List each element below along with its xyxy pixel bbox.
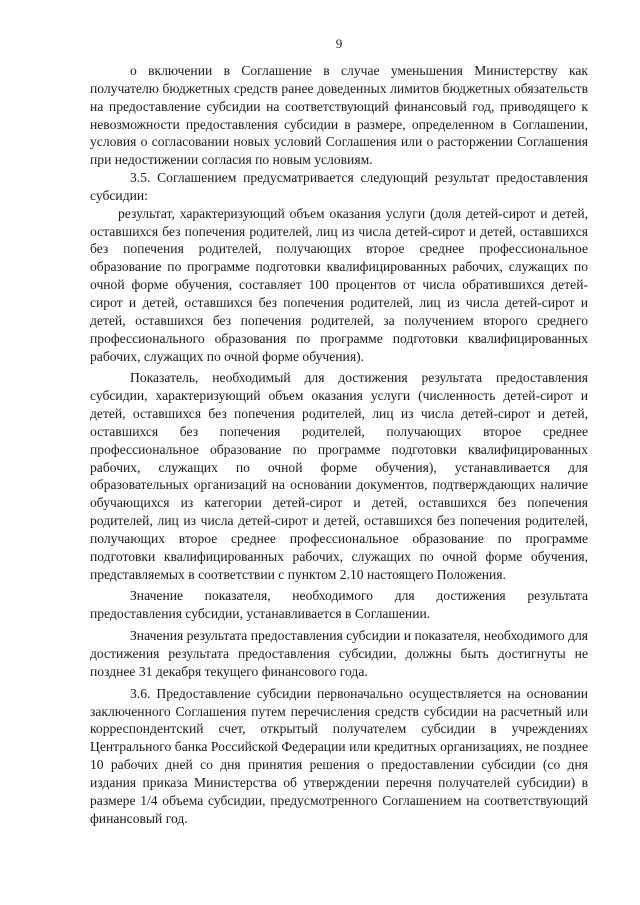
- paragraph-result: результат, характеризующий объем оказания услуги (доля детей-сирот и детей, оставшихся без попечения родителей, лиц из числа детей-сирот и детей, оставшихся без попечения родителей, получающих второе среднее профессиональное образование по программе подготовки квалифицированных рабочих, служащих по очной форме обучения, составляет 100 процентов от числа обратившихся детей-сирот и детей, оставшихся без попечения родителей, лиц из числа детей-сирот и детей, оставшихся без попечения родителей, за получением второго среднего профессионального образования по программе подготовки квалифицированных рабочих, служащих по очной форме обучения).: [90, 205, 588, 364]
- paragraph-indicator-value: Значение показателя, необходимого для достижения результата предоставления субсидии, устанавливается в Соглашении.: [90, 588, 588, 622]
- paragraph-3-6: 3.6. Предоставление субсидии первоначально осуществляется на основании заключенного Соглашения путем перечисления средств субсидии на расчетный или корреспондентский счет, открытый получателем субсидии в учреждениях Центрального банка Российской Федерации или кредитных организациях, не позднее 10 рабочих дней со дня принятия решения о предоставлении субсидии (со дня издания приказа Министерства об утверждении перечня получателей субсидии) в размере 1/4 объема субсидии, предусмотренного Соглашением на соответствующий финансовый год.: [90, 685, 588, 826]
- paragraph-deadline: Значения результата предоставления субсидии и показателя, необходимого для достижения результата предоставления субсидии, должны быть достигнуты не позднее 31 декабря текущего финансового года.: [90, 628, 588, 679]
- paragraph-indicator: Показатель, необходимый для достижения результата предоставления субсидии, характеризующий объем оказания услуги (численность детей-сирот и детей, оставшихся без попечения родителей, лиц из числа детей-сирот и детей, оставшихся без попечения родителей, получающих второе среднее профессиональное образование по программе подготовки квалифицированных рабочих, служащих по очной форме обучения), устанавливается для образовательных организаций на основании документов, подтверждающих наличие обучающихся из категории детей-сирот и детей, оставшихся без попечения родителей, лиц из числа детей-сирот и детей, оставшихся без попечения родителей, получающих второе среднее профессиональное образование по программе подготовки квалифицированных рабочих, служащих по очной форме обучения, представляемых в соответствии с пунктом 2.10 настоящего Положения.: [90, 370, 588, 582]
- paragraph-continuation: о включении в Соглашение в случае уменьшения Министерству как получателю бюджетных средств ранее доведенных лимитов бюджетных обязательств на предоставление субсидии на соответствующий финансовый год, приводящего к невозможности предоставления субсидии в размере, определенном в Соглашении, условия о согласовании новых условий Соглашения или о расторжении Соглашения при недостижении согласия по новым условиям.: [90, 63, 588, 168]
- document-body: [90, 62, 588, 827]
- page-number: 9: [335, 36, 343, 51]
- paragraph-3-5: 3.5. Соглашением предусматривается следующий результат предоставления субсидии:: [90, 170, 588, 203]
